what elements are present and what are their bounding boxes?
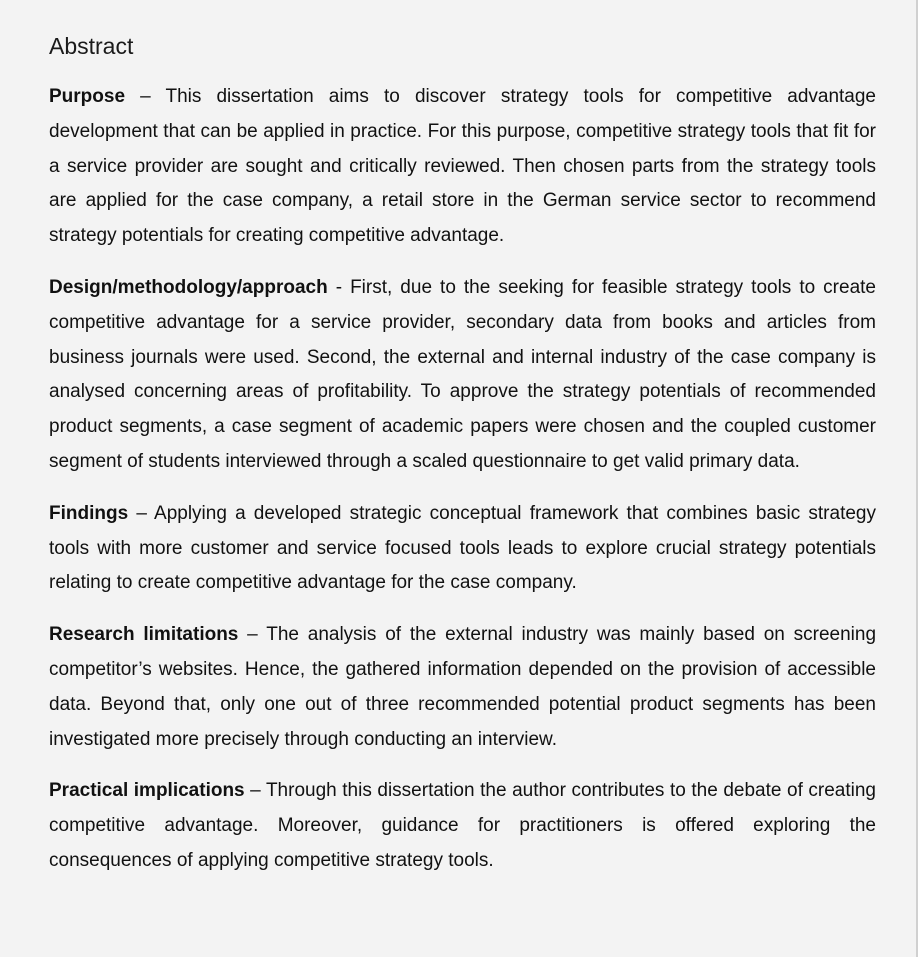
- section-practical-implications-label: Practical implications: [49, 780, 245, 802]
- section-findings-separator: –: [128, 502, 155, 524]
- section-purpose-label: Purpose: [49, 86, 126, 107]
- section-design-methodology-separator: -: [327, 276, 351, 298]
- section-practical-implications: [49, 774, 876, 878]
- section-purpose-text: This dissertation aims to discover strategy tools for competitive advantage development that can be applied in practice. For this purpose, competitive strategy tools that fit for a service provider are sought and critically reviewed. Then chosen parts from the strategy tools are applied for the case company, a retail store in the German service sector to recommend strategy potentials for creating competitive advantage.: [49, 86, 876, 247]
- section-research-limitations-label: Research limitations: [49, 624, 239, 646]
- section-design-methodology-label: Design/methodology/approach: [49, 276, 328, 298]
- section-findings-text: Applying a developed strategic conceptual framework that combines basic strategy tools with more customer and service focused tools leads to explore crucial strategy potentials relating to create competitive advantage for the case company.: [49, 502, 876, 594]
- section-practical-implications-text: Through this dissertation the author contributes to the debate of creating competitive advantage. Moreover, guidance for practitioners is offered exploring the consequences of applying competitive strategy tools.: [49, 780, 876, 871]
- section-purpose: [49, 80, 876, 254]
- section-findings: [49, 497, 876, 601]
- section-purpose-separator: –: [125, 86, 166, 107]
- section-practical-implications-separator: –: [244, 780, 266, 802]
- section-design-methodology-text: First, due to the seeking for feasible strategy tools to create competitive advantage for a service provider, secondary data from books and articles from business journals were used. Second, the external and internal industry of the case company is analysed concerning areas of profitability. To approve the strategy potentials of recommended product segments, a case segment of academic papers were chosen and the coupled customer segment of students interviewed through a scaled questionnaire to get valid primary data.: [49, 276, 876, 472]
- section-design-methodology: [49, 271, 876, 480]
- section-research-limitations-separator: –: [238, 624, 267, 646]
- page-title: Abstract: [49, 33, 134, 59]
- section-research-limitations-text: The analysis of the external industry was mainly based on screening competitor’s websites. Hence, the gathered information depended on the provision of accessible data. Beyond that, only one out of three recommended potential product segments has been investigated more precisely through conducting an interview.: [49, 624, 877, 750]
- section-findings-label: Findings: [49, 502, 129, 524]
- section-research-limitations: [49, 618, 876, 757]
